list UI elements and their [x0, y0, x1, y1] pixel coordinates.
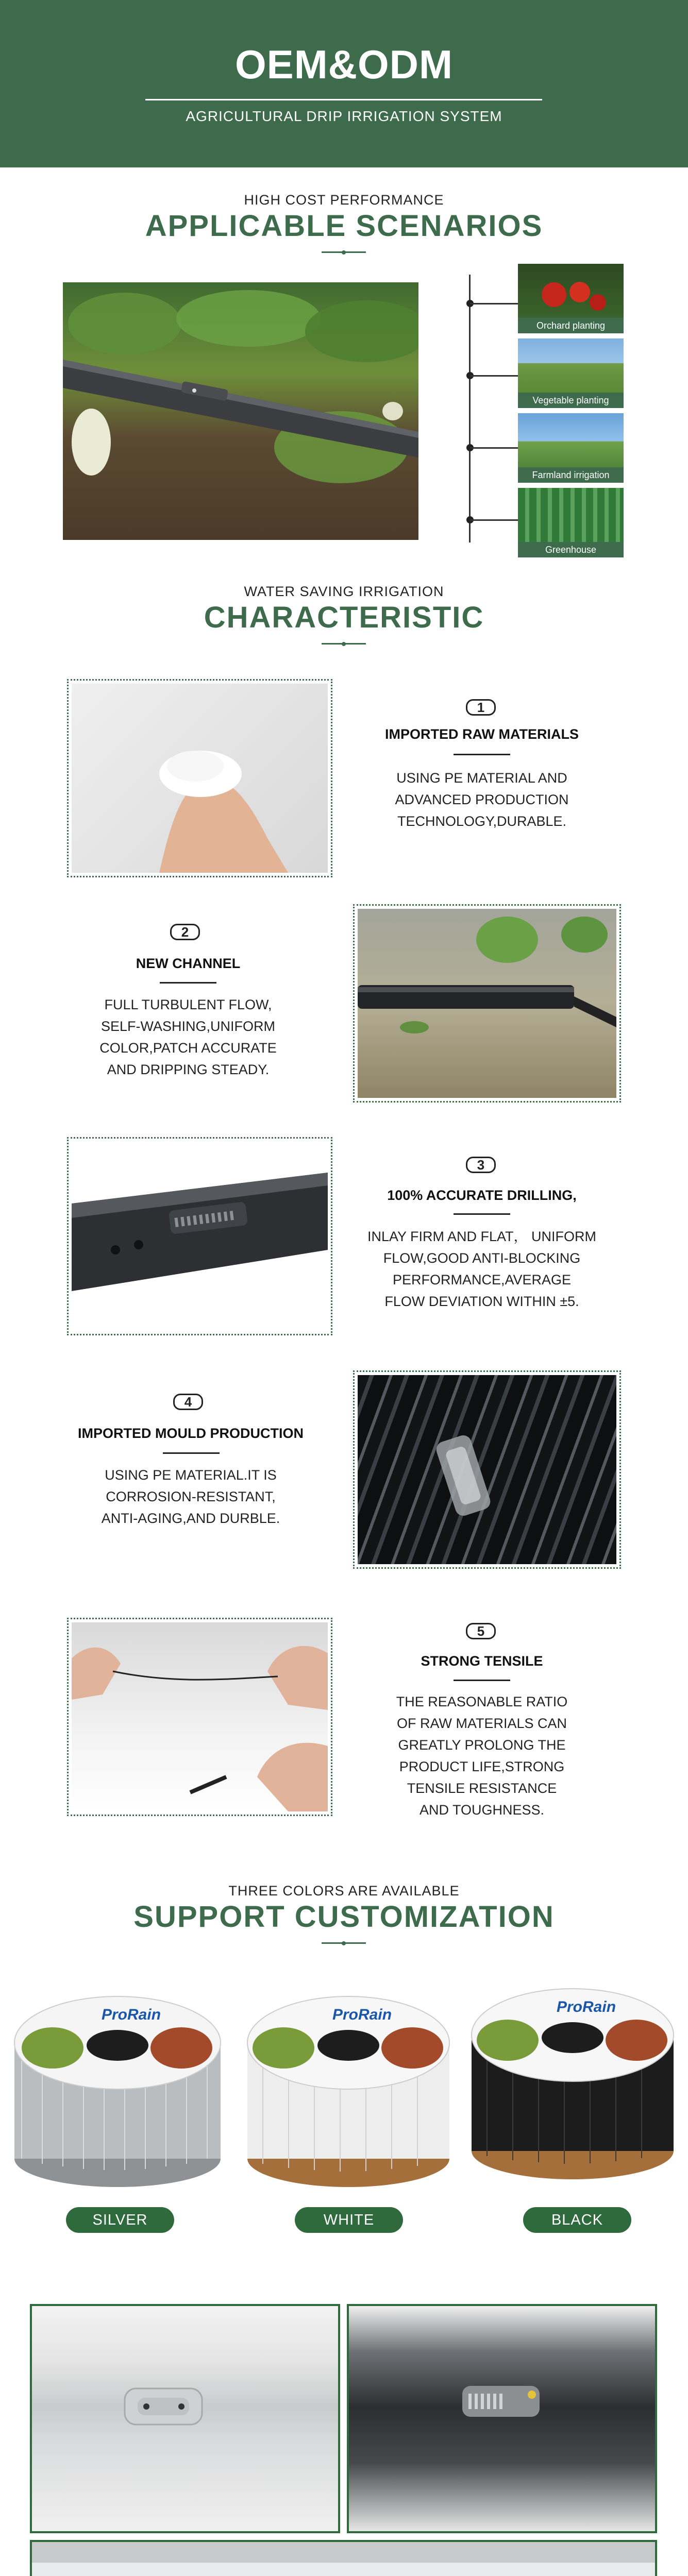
scenarios-kicker: HIGH COST PERFORMANCE [244, 192, 444, 208]
desc-line: COLOR,PATCH ACCURATE [99, 1040, 277, 1056]
characteristic-title: CHARACTERISTIC [204, 601, 484, 634]
accurate-drilling-photo [72, 1142, 328, 1331]
timeline-connector [470, 519, 518, 521]
desc-line: PERFORMANCE,AVERAGE [392, 1272, 572, 1287]
scenario-label: Vegetable planting [518, 393, 624, 408]
brand-logo: ProRain [102, 2006, 161, 2023]
characteristic-kicker: WATER SAVING IRRIGATION [244, 584, 444, 599]
feature-1-image-frame [67, 679, 332, 877]
desc-line: USING PE MATERIAL.IT IS [105, 1467, 277, 1483]
color-pill-white: WHITE [295, 2207, 403, 2233]
feature-3-image-frame [67, 1137, 332, 1335]
header-title: OEM&ODM [235, 42, 453, 87]
feature-2-number: 2 [170, 924, 200, 940]
color-pill-silver: SILVER [66, 2207, 174, 2233]
desc-line: OF RAW MATERIALS CAN [396, 1716, 567, 1731]
scenario-card-greenhouse [518, 488, 624, 557]
desc-line: USING PE MATERIAL AND [396, 770, 567, 786]
customization-title: SUPPORT CUSTOMIZATION [133, 1900, 555, 1934]
brand-logo: ProRain [557, 1998, 616, 2015]
spool-black [466, 1986, 679, 2184]
timeline-connector [470, 375, 518, 377]
drip-line-field-photo [63, 282, 418, 540]
new-channel-photo [358, 909, 616, 1098]
desc-line: FLOW,GOOD ANTI-BLOCKING [383, 1250, 581, 1266]
scenario-label: Greenhouse [518, 542, 624, 557]
timeline-connector [470, 447, 518, 449]
scenario-card-orchard [518, 264, 624, 333]
desc-line: TECHNOLOGY,DURABLE. [397, 814, 567, 829]
color-pill-black: BLACK [523, 2207, 631, 2233]
feature-4-image-frame [353, 1370, 621, 1569]
feature-2-image-frame [353, 904, 621, 1103]
feature-4-description [57, 1464, 325, 1529]
feature-5-underline [454, 1680, 510, 1681]
desc-line: ADVANCED PRODUCTION [395, 792, 569, 807]
feature-5-title: STRONG TENSILE [421, 1653, 543, 1669]
feature-1-description [356, 767, 608, 832]
desc-line: SELF-WASHING,UNIFORM [100, 1019, 275, 1034]
silver-emitter-closeup [30, 2304, 340, 2533]
spool-white [242, 1994, 455, 2192]
scenarios-timeline [469, 275, 471, 543]
customization-kicker: THREE COLORS ARE AVAILABLE [228, 1883, 460, 1899]
feature-3-title: 100% ACCURATE DRILLING, [387, 1188, 577, 1203]
feature-5-description [356, 1691, 608, 1821]
scenario-card-farmland [518, 413, 624, 483]
feature-3-description [345, 1226, 618, 1312]
feature-4-underline [163, 1452, 220, 1454]
feature-4-title: IMPORTED MOULD PRODUCTION [78, 1426, 304, 1441]
feature-1-number: 1 [466, 699, 496, 716]
strong-tensile-photo [72, 1622, 328, 1811]
desc-line: GREATLY PROLONG THE [398, 1737, 566, 1753]
feature-5-number: 5 [466, 1623, 496, 1639]
header-divider [145, 99, 542, 100]
silver-tube-with-ruler [30, 2540, 657, 2576]
desc-line: INLAY FIRM AND FLAT， UNIFORM [367, 1229, 597, 1244]
raw-materials-photo [72, 684, 328, 873]
black-emitter-closeup [347, 2304, 657, 2533]
desc-line: FLOW DEVIATION WITHIN ±5. [384, 1294, 579, 1309]
header-subtitle: AGRICULTURAL DRIP IRRIGATION SYSTEM [186, 108, 502, 124]
scenario-label: Farmland irrigation [518, 467, 624, 483]
desc-line: CORROSION-RESISTANT, [106, 1489, 276, 1504]
timeline-connector [470, 303, 518, 304]
scenarios-title-dot [342, 250, 346, 255]
header-banner [0, 0, 688, 167]
desc-line: AND DRIPPING STEADY. [107, 1062, 270, 1077]
customization-title-dot [342, 1941, 346, 1945]
brand-logo: ProRain [332, 2006, 392, 2023]
feature-2-title: NEW CHANNEL [136, 956, 241, 971]
scenarios-title: APPLICABLE SCENARIOS [145, 209, 543, 243]
feature-1-title: IMPORTED RAW MATERIALS [385, 726, 579, 742]
feature-1-underline [454, 754, 510, 755]
mould-production-photo [358, 1375, 616, 1564]
feature-2-underline [160, 982, 216, 984]
characteristic-title-dot [342, 642, 346, 646]
desc-line: AND TOUGHNESS. [419, 1802, 545, 1818]
feature-3-underline [454, 1213, 510, 1215]
spool-silver [11, 1994, 224, 2192]
feature-5-image-frame [67, 1618, 332, 1816]
desc-line: FULL TURBULENT FLOW, [104, 997, 272, 1012]
scenario-card-vegetable [518, 338, 624, 408]
desc-line: TENSILE RESISTANCE [407, 1781, 557, 1796]
desc-line: ANTI-AGING,AND DURBLE. [101, 1511, 280, 1526]
desc-line: THE REASONABLE RATIO [396, 1694, 568, 1709]
feature-2-description [67, 994, 309, 1080]
feature-4-number: 4 [173, 1394, 203, 1410]
desc-line: PRODUCT LIFE,STRONG [399, 1759, 565, 1774]
feature-3-number: 3 [466, 1157, 496, 1173]
scenario-label: Orchard planting [518, 318, 624, 333]
